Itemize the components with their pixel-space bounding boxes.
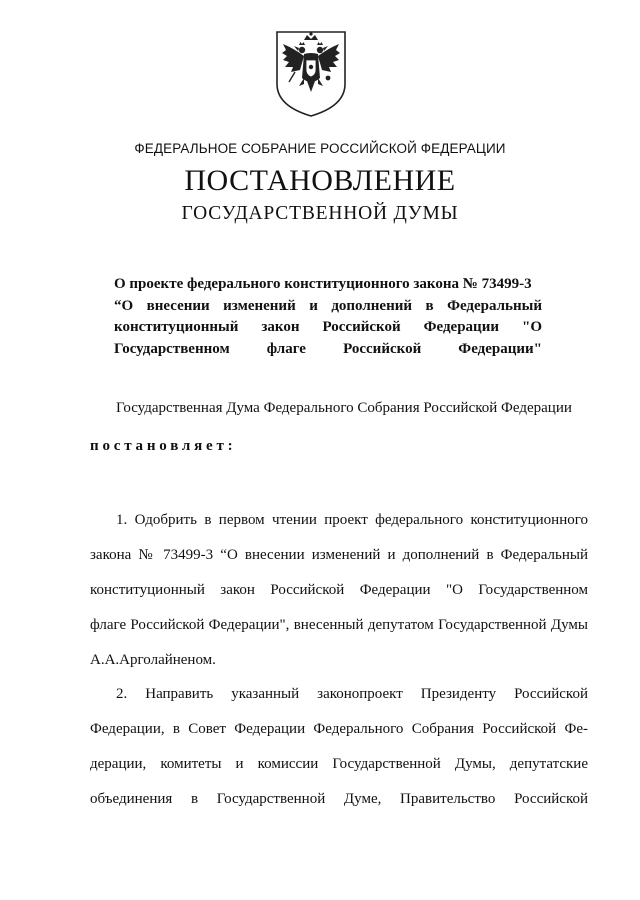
assembly-name: ФЕДЕРАЛЬНОЕ СОБРАНИЕ РОССИЙСКОЙ ФЕДЕРАЦИИ [134,141,506,156]
paragraph-line: флаге Российской Федерации", внесенный депутатом Государственной Думы [90,617,588,633]
subject-line: О проекте федерального конституционного закона № 73499-3 [114,276,532,292]
document-title: ПОСТАНОВЛЕНИЕ [184,164,456,197]
decree-word: постановляет: [90,438,237,454]
paragraph-line: 2. Направить указанный законопроект Президенту Российской [116,686,588,702]
paragraph-line: Федерации, в Совет Федерации Федерального Собрания Российской Фе- [90,721,588,737]
subject-line: конституционный закон Российской Федерации "О [114,319,542,335]
subject-line: Государственном флаге Российской Федерации" [114,340,542,357]
paragraph-line: конституционный закон Российской Федерации "О Государственном [90,582,588,598]
document-subtitle: ГОСУДАРСТВЕННОЙ ДУМЫ [181,203,459,224]
preamble: Государственная Дума Федерального Собрания Российской Федерации [116,400,572,416]
coat-of-arms-icon [271,26,351,120]
resolution-subject [114,274,542,360]
paragraph-line: закона № 73499-3 “О внесении изменений и дополнений в Федеральный [90,547,588,563]
paragraph-1 [90,503,588,678]
paragraph-line: объединения в Государственной Думе, Правительство Российской [90,791,588,807]
paragraph-line: 1. Одобрить в первом чтении проект федерального конституционного [116,512,588,528]
paragraph-line: дерации, комитеты и комиссии Государственной Думы, депутатские [90,756,588,772]
paragraph-2 [90,677,588,817]
subject-line: “О внесении изменений и дополнений в Федеральный [114,297,542,314]
paragraph-line: А.А.Арголайненом. [90,652,216,668]
